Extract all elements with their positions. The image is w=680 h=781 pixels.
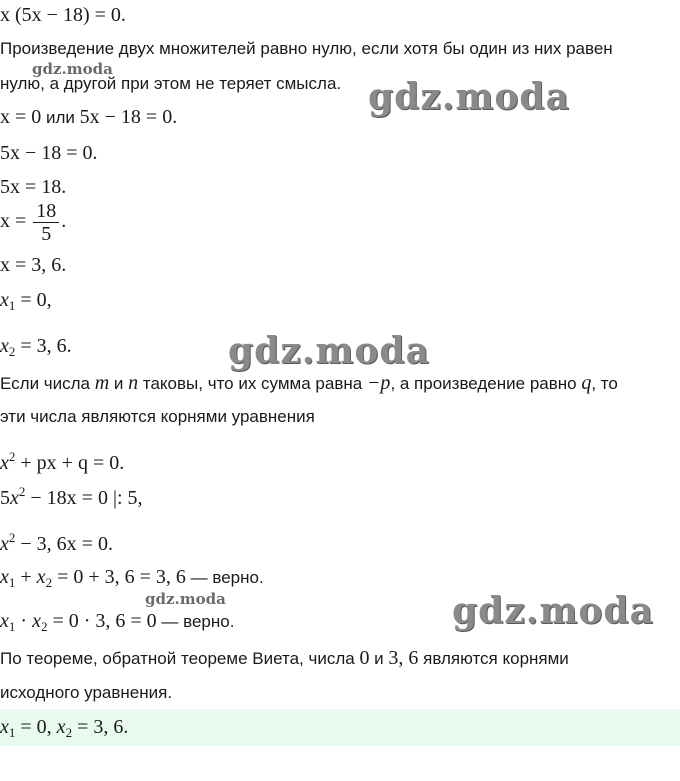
equation-reduced: $x^2 - 3$, 6x = 0. [0,530,113,555]
vieta-text: , а произведение равно [390,374,582,393]
root-zero: 0 [359,647,370,669]
final-x1: = 0, [20,716,57,738]
conclusion-2: исходного уравнения. [0,683,173,702]
given-rest: − 18x = 0 |: 5, [30,487,143,509]
equation-given: $5x^2 - 18x = 0$ |: 5, [0,484,143,509]
vieta-text: таковы, что их сумма равна [138,374,367,393]
vieta-statement-2: эти числа являются корнями уравнения [0,407,315,426]
equation-cases [0,106,177,129]
fraction-denominator: 5 [41,223,52,245]
watermark-small: gdz.moda [145,590,226,608]
watermark-big: gdz.moda [368,76,570,118]
conclusion-text: являются корнями [418,649,569,668]
equation-linear: 5x − 18 = 0. [0,142,98,164]
verdict-correct: — верно. [156,612,235,631]
root-x1-value: = 0, [20,289,52,311]
var-q: q [581,372,592,394]
var-m: m [94,372,110,394]
fraction-lhs: x = [0,210,27,233]
case-x-zero: x = 0 [0,106,42,128]
paragraph-zero-product-1: Произведение двух множителей равно нулю, если хотя бы один из них равен [0,39,613,58]
product-value: = 0 · 3, 6 = 0 [52,610,157,632]
fraction-numerator: 18 [33,200,59,223]
verdict-correct: — верно. [185,568,264,587]
case-linear: 5x − 18 = 0. [79,106,178,128]
final-answer: $x_1 = 0$, $x_2 = 3$, 6. [0,716,129,740]
watermark-big: gdz.moda [228,330,430,372]
conclusion-text: и [369,649,389,668]
check-product: $x_1 \cdot x_2 = 0 \cdot 3$, 6 = 0 — верно. [0,610,235,634]
conclusion-text: По теореме, обратной теореме Виета, числа [0,649,360,668]
equation-5x: 5x = 18. [0,176,67,198]
watermark-small: gdz.moda [32,60,113,78]
root-x2-value: = 3, 6. [20,335,72,357]
root-x2: $x_2 = 3$, 6. [0,335,72,359]
fraction-end: . [61,210,67,233]
general-quadratic-rest: + px + q = 0. [20,452,125,474]
root-value: 3, 6 [388,647,419,669]
watermark-big: gdz.moda [452,590,654,632]
equation-x-value: x = 3, 6. [0,254,67,276]
var-minus-p: −p [366,372,391,394]
fraction [33,200,59,245]
or-word: или [41,108,80,127]
reduced-rest: − 3, 6x = 0. [20,533,113,555]
sum-value: = 0 + 3, 6 = 3, 6 [57,566,186,588]
check-sum: $x_1 + x_2 = 0 + 3$, 6 = 3, 6 — верно. [0,566,264,590]
var-n: n [128,372,139,394]
equation-factored: x (5x − 18) = 0. [0,4,126,26]
root-x1: $x_1 = 0$, [0,289,52,313]
vieta-text: , то [591,374,618,393]
conclusion-1 [0,647,569,670]
final-x2: = 3, 6. [77,716,129,738]
paragraph-zero-product-2: нулю, а другой при этом не теряет смысла. [0,74,342,93]
vieta-text: и [109,374,129,393]
vieta-statement-1 [0,372,618,395]
equation-fraction [0,200,66,245]
vieta-text: Если числа [0,374,95,393]
equation-general-quadratic: $x^2$ + px + q = 0. [0,449,125,474]
